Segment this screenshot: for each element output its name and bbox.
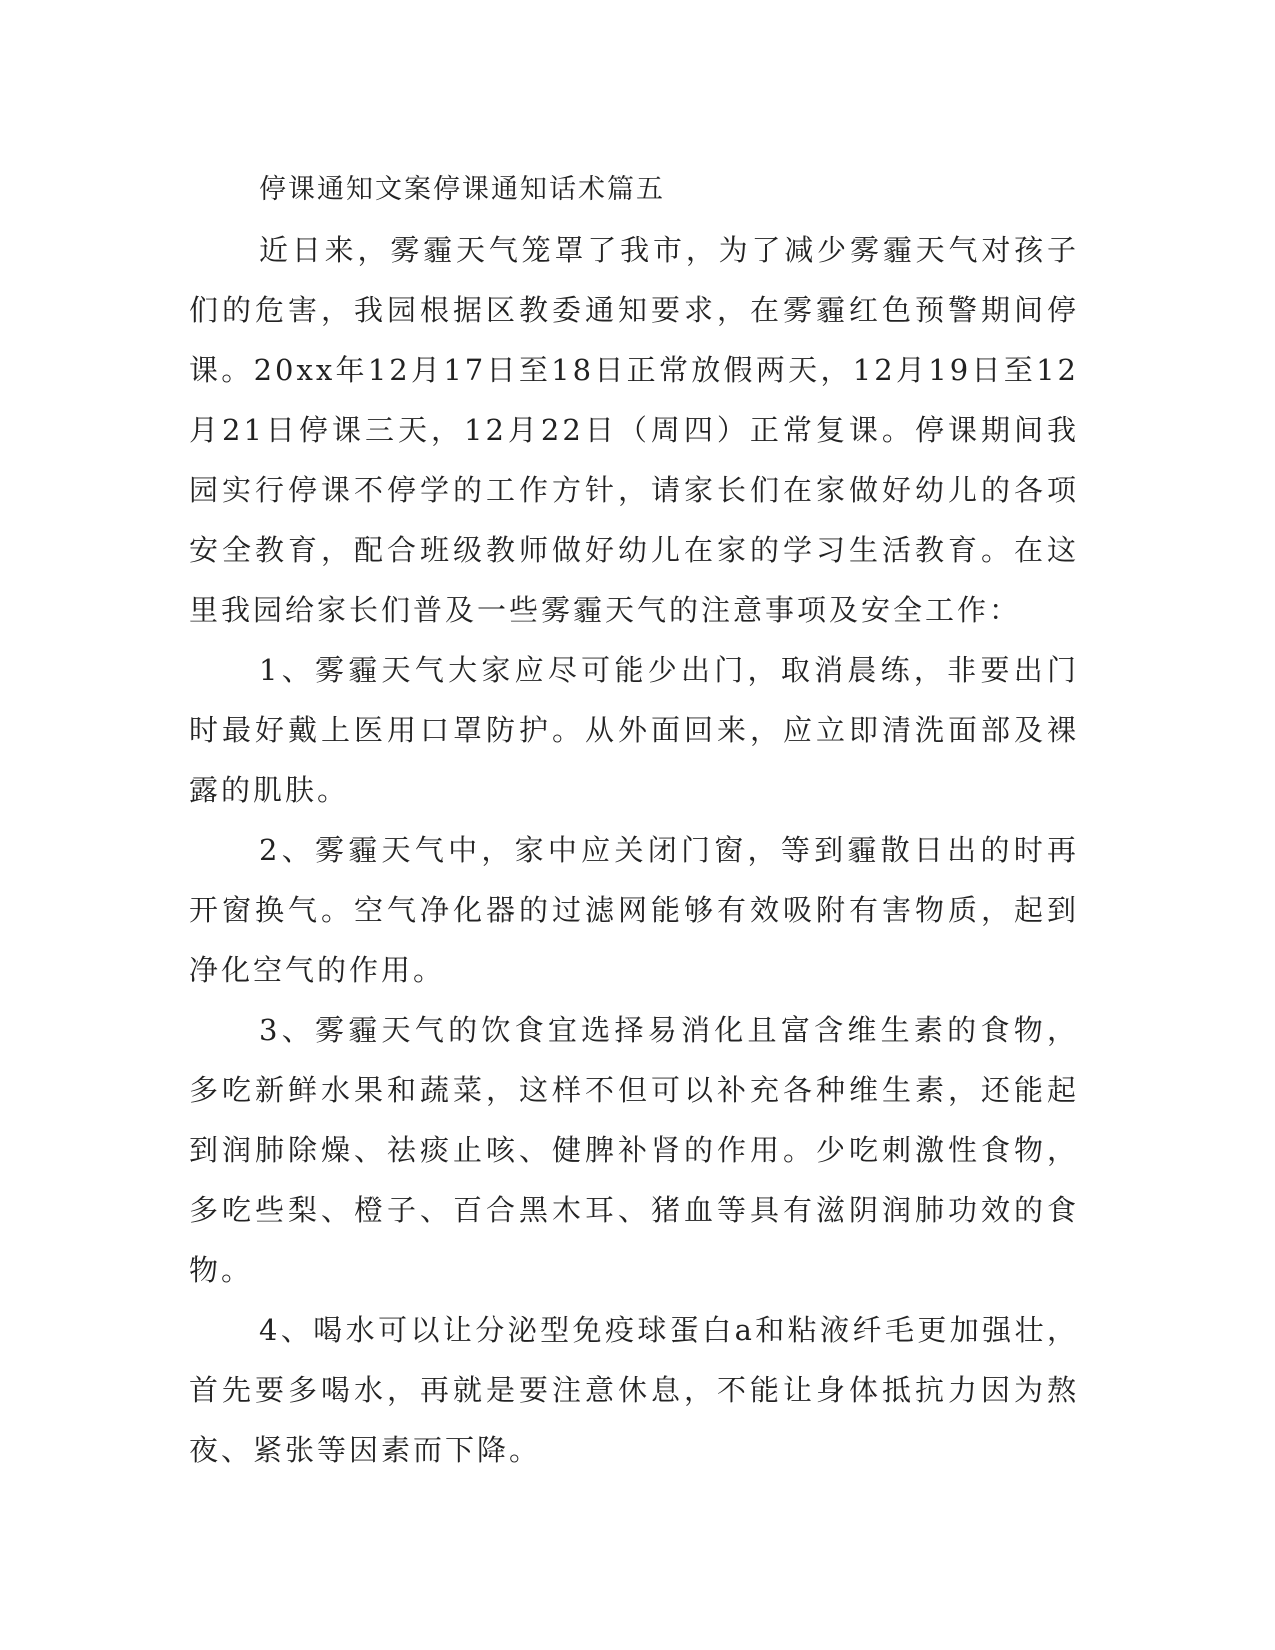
intro-paragraph: 近日来，雾霾天气笼罩了我市，为了减少雾霾天气对孩子们的危害，我园根据区教委通知要求，在雾霾红色预警期间停课。20xx年12月17日至18日正常放假两天，12月19日至12月21日停课三天，12月22日（周四）正常复课。停课期间我园实行停课不停学的工作方针，请家长们在家做好幼儿的各项安全教育，配合班级教师做好幼儿在家的学习生活教育。在这里我园给家长们普及一些雾霾天气的注意事项及安全工作： bbox=[189, 233, 1079, 627]
tip-paragraph-4: 4、喝水可以让分泌型免疫球蛋白a和粘液纤毛更加强壮，首先要多喝水，再就是要注意休息，不能让身体抵抗力因为熬夜、紧张等因素而下降。 bbox=[189, 1313, 1079, 1467]
tip-paragraph-1: 1、雾霾天气大家应尽可能少出门，取消晨练，非要出门时最好戴上医用口罩防护。从外面回来，应立即清洗面部及裸露的肌肤。 bbox=[189, 653, 1079, 807]
tip-paragraph-3: 3、雾霾天气的饮食宜选择易消化且富含维生素的食物，多吃新鲜水果和蔬菜，这样不但可以补充各种维生素，还能起到润肺除燥、祛痰止咳、健脾补肾的作用。少吃刺激性食物，多吃些梨、橙子、百合黑木耳、猪血等具有滋阴润肺功效的食物。 bbox=[189, 1013, 1079, 1287]
document-title: 停课通知文案停课通知话术篇五 bbox=[259, 174, 665, 205]
tip-paragraph-2: 2、雾霾天气中，家中应关闭门窗，等到霾散日出的时再开窗换气。空气净化器的过滤网能够有效吸附有害物质，起到净化空气的作用。 bbox=[189, 833, 1079, 987]
document-body bbox=[189, 160, 1079, 1480]
